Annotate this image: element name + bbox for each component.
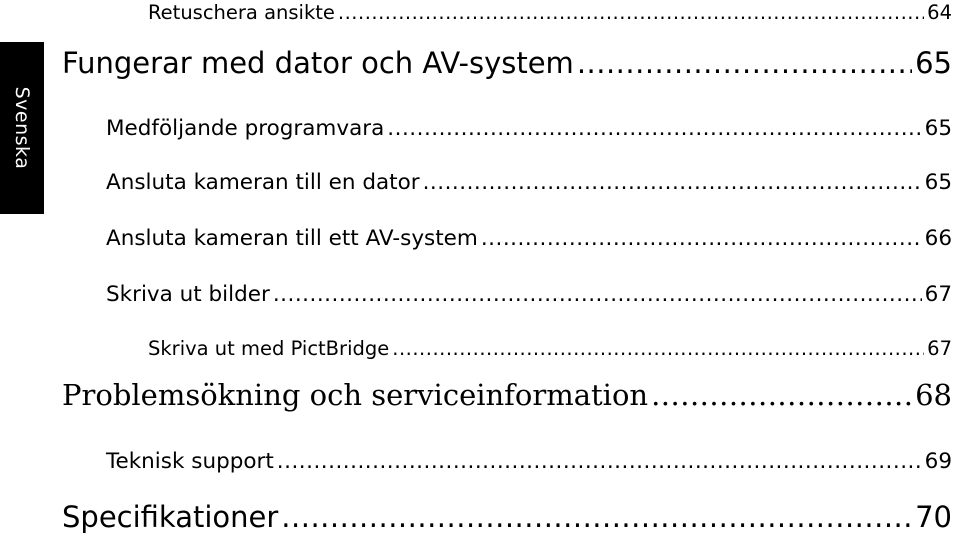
toc-entry-title: Retuschera ansikte — [148, 1, 335, 24]
toc-entry-title: Skriva ut med PictBridge — [148, 337, 390, 360]
dot-leader — [387, 116, 921, 141]
toc-entry-retuschera-ansikte[interactable] — [148, 1, 952, 24]
toc-entry-title: Medföljande programvara — [106, 116, 385, 141]
toc-entry-page: 66 — [924, 226, 952, 251]
toc-section-title: Specifikationer — [62, 500, 279, 534]
language-side-tab — [0, 42, 44, 214]
toc-entry-title: Skriva ut bilder — [106, 282, 270, 307]
toc-entry-medfoljande-programvara[interactable] — [106, 116, 952, 141]
dot-leader — [481, 226, 922, 251]
dot-leader — [577, 46, 912, 80]
language-label: Svenska — [11, 86, 33, 170]
toc-entry-title: Ansluta kameran till en dator — [106, 170, 420, 195]
toc-section-page: 70 — [915, 500, 952, 534]
toc-entry-page: 65 — [924, 170, 952, 195]
toc-section-fungerar-med-dator[interactable] — [62, 46, 952, 80]
toc-entry-page: 65 — [924, 116, 952, 141]
toc-section-title: Fungerar med dator och AV-system — [62, 46, 574, 80]
toc-section-page: 68 — [915, 378, 952, 412]
toc-entry-ansluta-till-dator[interactable] — [106, 170, 952, 195]
toc-entry-page: 64 — [927, 1, 952, 24]
toc-entry-ansluta-till-av-system[interactable] — [106, 226, 952, 251]
toc-entry-page: 67 — [924, 282, 952, 307]
toc-section-page: 65 — [915, 46, 952, 80]
dot-leader — [281, 500, 912, 534]
toc-entry-page: 69 — [924, 449, 952, 474]
toc-entry-skriva-ut-pictbridge[interactable] — [148, 337, 952, 360]
toc-section-specifikationer[interactable] — [62, 500, 952, 534]
dot-leader — [338, 1, 924, 24]
dot-leader — [273, 282, 922, 307]
dot-leader — [651, 378, 912, 412]
toc-entry-teknisk-support[interactable] — [106, 449, 952, 474]
toc-section-title: Problemsökning och serviceinformation — [62, 378, 649, 412]
dot-leader — [277, 449, 922, 474]
toc-entry-page: 67 — [927, 337, 952, 360]
toc-entry-skriva-ut-bilder[interactable] — [106, 282, 952, 307]
dot-leader — [423, 170, 922, 195]
toc-section-problemsokning[interactable] — [62, 378, 952, 412]
toc-entry-title: Teknisk support — [106, 449, 274, 474]
toc-entry-title: Ansluta kameran till ett AV-system — [106, 226, 478, 251]
dot-leader — [392, 337, 924, 360]
